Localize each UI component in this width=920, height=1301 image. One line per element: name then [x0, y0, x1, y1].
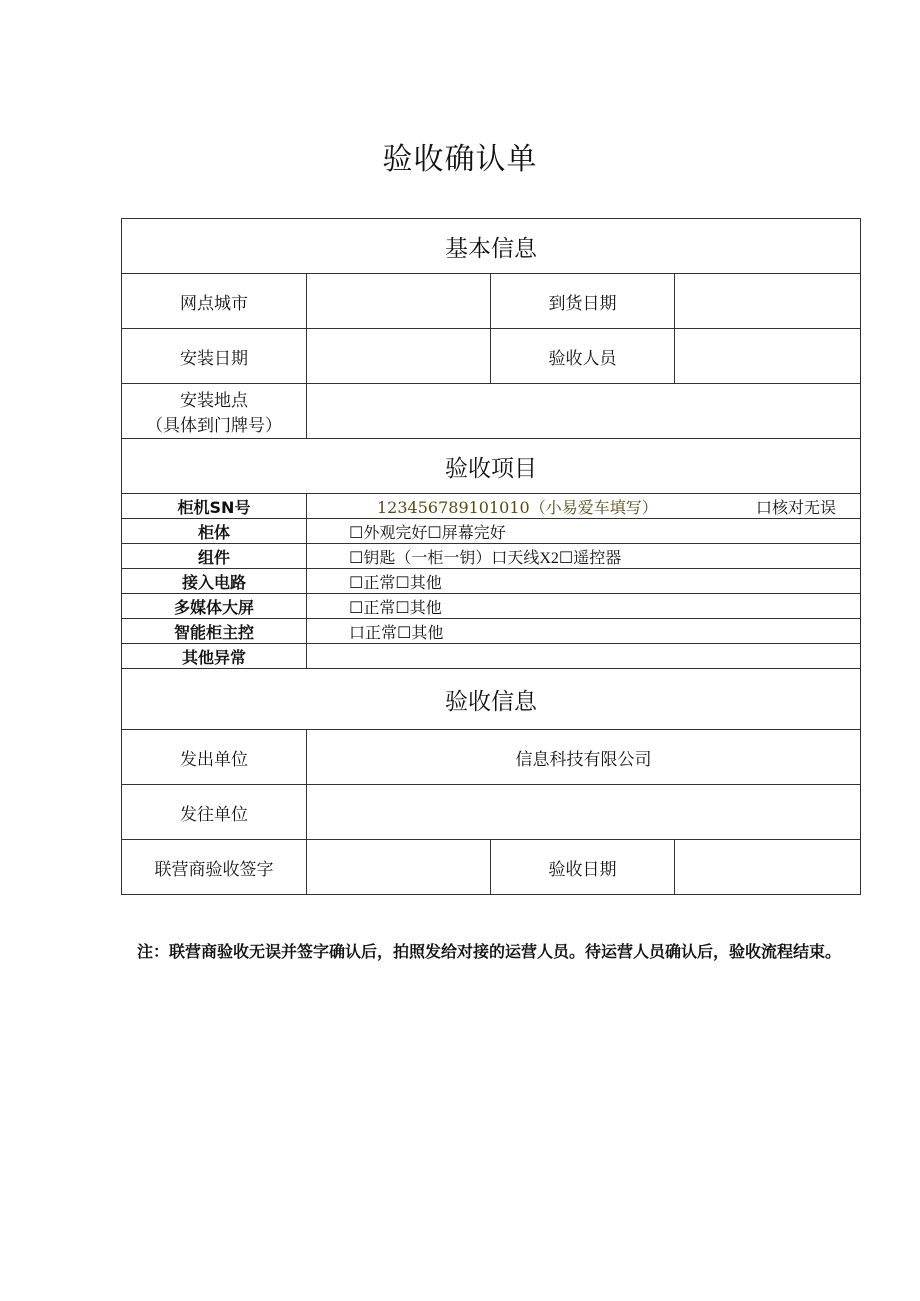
components-checkboxes[interactable]: ☐钥匙（一柜一钥）口天线X2☐遥控器: [307, 544, 861, 569]
recipient-field[interactable]: [307, 785, 861, 840]
sender-label: 发出单位: [122, 730, 307, 785]
install-address-field[interactable]: [307, 384, 861, 439]
cabinet-label: 柜体: [122, 519, 307, 544]
inspector-label: 验收人员: [491, 329, 675, 384]
install-date-field[interactable]: [307, 329, 491, 384]
acceptance-date-field[interactable]: [675, 840, 861, 895]
page-title: 验收确认单: [382, 142, 538, 177]
inspection-items-header: 验收项目: [122, 439, 861, 494]
sn-label: 柜机SN号: [122, 494, 307, 519]
media-screen-label: 多媒体大屏: [122, 594, 307, 619]
sender-field[interactable]: 信息科技有限公司: [307, 730, 861, 785]
partner-signature-field[interactable]: [307, 840, 491, 895]
acceptance-info-header: 验收信息: [122, 669, 861, 730]
city-field[interactable]: [307, 274, 491, 329]
footnote: 注：联营商验收无误并签字确认后，拍照发给对接的运营人员。待运营人员确认后，验收流程结束。: [137, 942, 842, 961]
install-address-label-line2: （具体到门牌号）: [146, 416, 282, 436]
install-date-label: 安装日期: [122, 329, 307, 384]
media-screen-checkboxes[interactable]: ☐正常☐其他: [307, 594, 861, 619]
recipient-label: 发往单位: [122, 785, 307, 840]
install-address-label: [122, 384, 307, 439]
other-issues-label: 其他异常: [122, 644, 307, 669]
power-circuit-label: 接入电路: [122, 569, 307, 594]
main-control-label: 智能柜主控: [122, 619, 307, 644]
sn-verified-checkbox[interactable]: 口核对无误: [755, 499, 836, 517]
arrival-date-label: 到货日期: [491, 274, 675, 329]
basic-info-header: 基本信息: [122, 219, 861, 274]
main-control-checkboxes[interactable]: 口正常☐其他: [307, 619, 861, 644]
sn-field[interactable]: [307, 494, 861, 519]
cabinet-checkboxes[interactable]: ☐外观完好☐屏幕完好: [307, 519, 861, 544]
acceptance-date-label: 验收日期: [491, 840, 675, 895]
install-address-label-line1: 安装地点: [180, 391, 248, 411]
sn-value: 123456789101010（小易爱车填写）: [377, 497, 658, 517]
other-issues-field[interactable]: [307, 644, 861, 669]
acceptance-form-table: [121, 218, 861, 895]
components-label: 组件: [122, 544, 307, 569]
partner-signature-label: 联营商验收签字: [122, 840, 307, 895]
city-label: 网点城市: [122, 274, 307, 329]
arrival-date-field[interactable]: [675, 274, 861, 329]
inspector-field[interactable]: [675, 329, 861, 384]
power-circuit-checkboxes[interactable]: ☐正常☐其他: [307, 569, 861, 594]
